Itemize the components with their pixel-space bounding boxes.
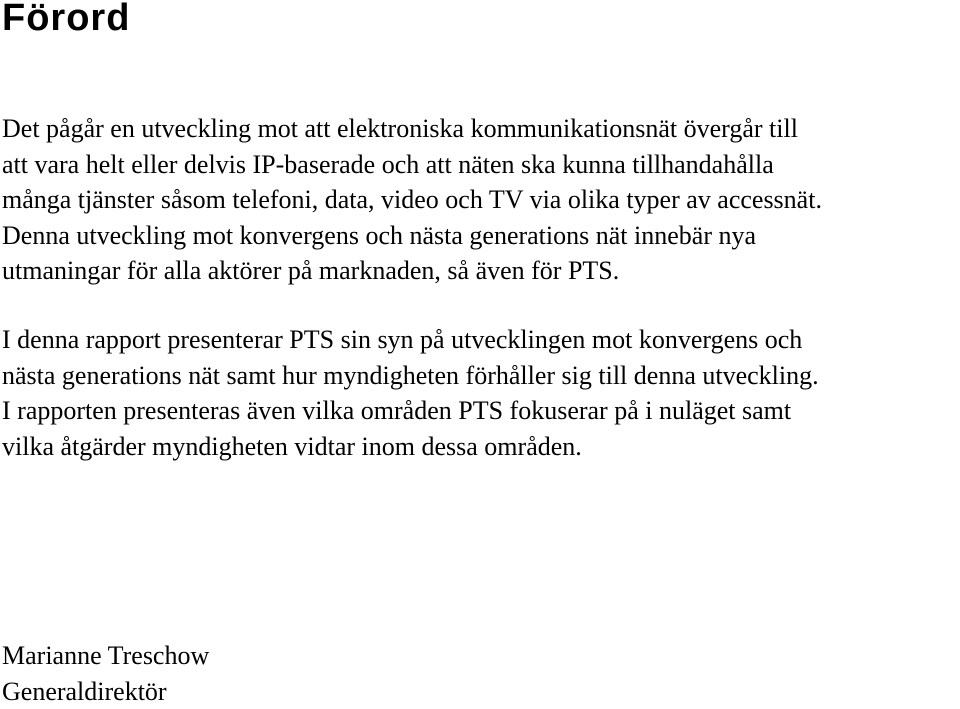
signature-name: Marianne Treschow [2, 638, 209, 674]
signature-role: Generaldirektör [2, 674, 209, 709]
paragraph-line: nästa generations nät samt hur myndigheten förhåller sig till denna utveckling. [2, 358, 960, 394]
paragraph-line: vilka åtgärder myndigheten vidtar inom dessa områden. [2, 429, 960, 465]
page-title: Förord [2, 0, 130, 38]
paragraph-line: utmaningar för alla aktörer på marknaden, så även för PTS. [2, 253, 960, 289]
paragraph-line: många tjänster såsom telefoni, data, video och TV via olika typer av accessnät. [2, 182, 960, 218]
paragraph-line: I rapporten presenteras även vilka områden PTS fokuserar på i nuläget samt [2, 393, 960, 429]
paragraph-line: I denna rapport presenterar PTS sin syn på utvecklingen mot konvergens och [2, 322, 960, 358]
paragraph-1 [2, 111, 960, 289]
paragraph-line: Denna utveckling mot konvergens och nästa generations nät innebär nya [2, 218, 960, 254]
paragraph-2 [2, 322, 960, 464]
paragraph-line: att vara helt eller delvis IP-baserade och att näten ska kunna tillhandahålla [2, 147, 960, 183]
paragraph-line: Det pågår en utveckling mot att elektroniska kommunikationsnät övergår till [2, 111, 960, 147]
signature-block [2, 638, 209, 709]
